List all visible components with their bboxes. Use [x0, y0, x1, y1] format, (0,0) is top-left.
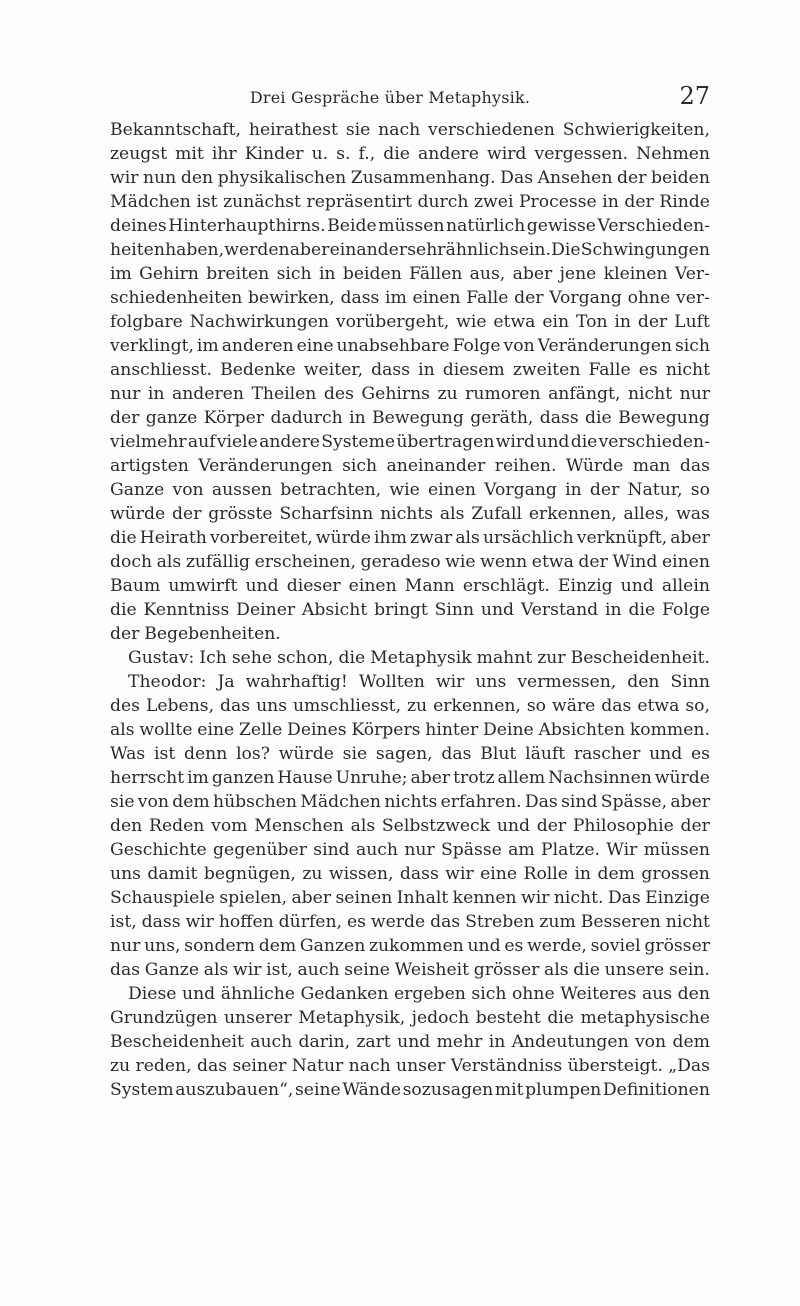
running-head: [110, 82, 710, 110]
text-line: die Kenntniss Deiner Absicht bringt Sinn und Verstand in die Folge: [110, 600, 710, 620]
text-line: verklingt, im anderen eine unabsehbare Folge von Veränderungen sich: [110, 336, 710, 356]
body-text: [110, 118, 710, 1102]
text-line: des Lebens, das uns umschliesst, zu erkennen, so wäre das etwa so,: [110, 696, 710, 716]
text-line: Geschichte gegenüber sind auch nur Spässe am Platze. Wir müssen: [110, 840, 710, 860]
text-line: Ganze von aussen betrachten, wie einen Vorgang in der Natur, so: [110, 480, 710, 500]
text-line: uns damit begnügen, zu wissen, dass wir eine Rolle in dem grossen: [110, 864, 710, 884]
text-line: folgbare Nachwirkungen vorübergeht, wie etwa ein Ton in der Luft: [110, 312, 710, 332]
text-line: würde der grösste Scharfsinn nichts als Zufall erkennen, alles, was: [110, 504, 710, 524]
text-line: doch als zufällig erscheinen, geradeso wie wenn etwa der Wind einen: [110, 552, 710, 572]
text-line: heiten haben, werden aber einander sehr ähnlich sein. Die Schwingungen: [110, 240, 710, 260]
text-line: Mädchen ist zunächst repräsentirt durch zwei Processe in der Rinde: [110, 192, 710, 212]
text-line: Bekanntschaft, heirathest sie nach verschiedenen Schwierigkeiten,: [110, 120, 710, 140]
text-line: Theodor: Ja wahrhaftig! Wollten wir uns vermessen, den Sinn: [128, 672, 710, 692]
text-line: herrscht im ganzen Hause Unruhe; aber trotz allem Nachsinnen würde: [110, 768, 710, 788]
text-line: Bescheidenheit auch darin, zart und mehr in Andeutungen von dem: [110, 1032, 710, 1052]
text-line: deines Hinterhaupthirns. Beide müssen natürlich gewisse Verschieden-: [110, 216, 710, 236]
text-line: der Begebenheiten.: [110, 624, 281, 644]
page-number: 27: [679, 82, 710, 110]
text-line: Grundzügen unserer Metaphysik, jedoch besteht die metaphysische: [110, 1008, 710, 1028]
text-line: Was ist denn los? würde sie sagen, das Blut läuft rascher und es: [110, 744, 710, 764]
text-line: wir nun den physikalischen Zusammenhang. Das Ansehen der beiden: [110, 168, 710, 188]
running-title: Drei Gespräche über Metaphysik.: [249, 88, 531, 107]
text-line: Diese und ähnliche Gedanken ergeben sich ohne Weiteres aus den: [128, 984, 710, 1004]
text-line: zeugst mit ihr Kinder u. s. f., die andere wird vergessen. Nehmen: [110, 144, 710, 164]
text-line: nur in anderen Theilen des Gehirns zu rumoren anfängt, nicht nur: [110, 384, 710, 404]
text-line: das Ganze als wir ist, auch seine Weisheit grösser als die unsere sein.: [110, 960, 710, 980]
text-line: System auszubauen“, seine Wände sozusagen mit plumpen Definitionen: [110, 1080, 710, 1100]
text-line: anschliesst. Bedenke weiter, dass in diesem zweiten Falle es nicht: [110, 360, 710, 380]
text-line: Baum umwirft und dieser einen Mann erschlägt. Einzig und allein: [110, 576, 710, 596]
text-line: der ganze Körper dadurch in Bewegung geräth, dass die Bewegung: [110, 408, 710, 428]
text-line: die Heirath vorbereitet, würde ihm zwar als ursächlich verknüpft, aber: [110, 528, 710, 548]
text-line: zu reden, das seiner Natur nach unser Verständniss übersteigt. „Das: [110, 1056, 710, 1076]
text-line: ist, dass wir hoffen dürfen, es werde das Streben zum Besseren nicht: [110, 912, 710, 932]
text-line: sie von dem hübschen Mädchen nichts erfahren. Das sind Spässe, aber: [110, 792, 710, 812]
text-line: den Reden vom Menschen als Selbstzweck und der Philosophie der: [110, 816, 710, 836]
text-line: Schauspiele spielen, aber seinen Inhalt kennen wir nicht. Das Einzige: [110, 888, 710, 908]
text-line: Gustav: Ich sehe schon, die Metaphysik mahnt zur Bescheidenheit.: [128, 648, 710, 668]
text-line: artigsten Veränderungen sich aneinander reihen. Würde man das: [110, 456, 710, 476]
text-line: nur uns, sondern dem Ganzen zukommen und es werde, soviel grösser: [110, 936, 710, 956]
text-line: vielmehr auf viele andere Systeme übertragen wird und die verschieden-: [110, 432, 710, 452]
text-line: im Gehirn breiten sich in beiden Fällen aus, aber jene kleinen Ver-: [110, 264, 710, 284]
text-line: als wollte eine Zelle Deines Körpers hinter Deine Absichten kommen.: [110, 720, 710, 740]
text-line: schiedenheiten bewirken, dass im einen Falle der Vorgang ohne ver-: [110, 288, 710, 308]
